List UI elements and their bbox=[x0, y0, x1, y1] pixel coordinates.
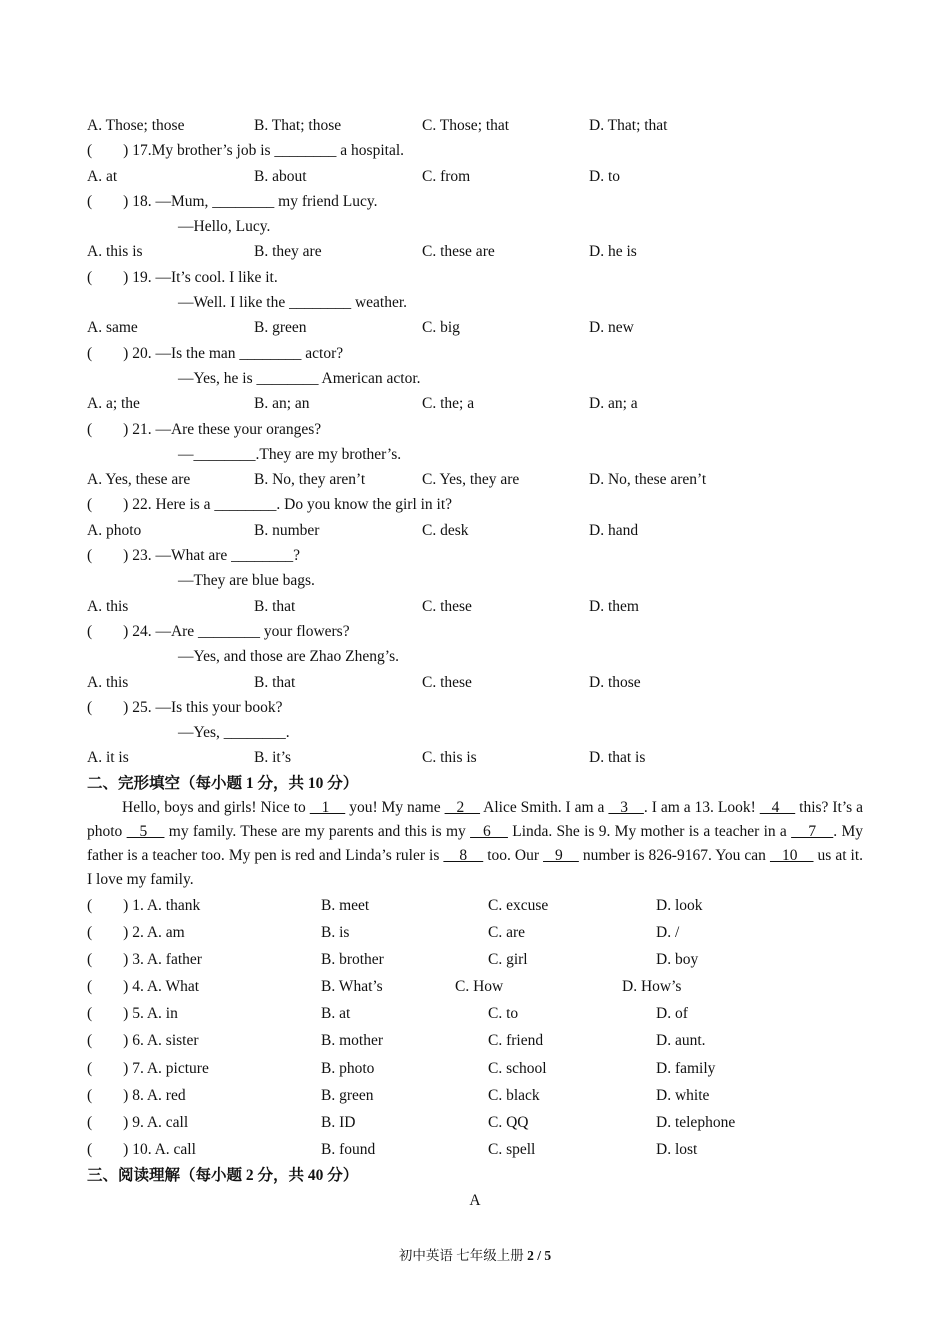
option: C. big bbox=[422, 319, 460, 337]
option: B. they are bbox=[254, 243, 322, 261]
option: C. girl bbox=[488, 951, 528, 969]
cloze-question bbox=[87, 1027, 863, 1054]
option: B. What’s bbox=[321, 978, 383, 996]
question-stem: ( ) 20. —Is the man ________ actor? bbox=[87, 344, 344, 362]
option: A. at bbox=[87, 167, 118, 185]
question-stem: ( ) 19. —It’s cool. I like it. bbox=[87, 268, 278, 286]
option: B. brother bbox=[321, 951, 384, 969]
question-options bbox=[87, 239, 863, 264]
blank: 10 bbox=[769, 847, 814, 865]
option: D. aunt. bbox=[656, 1032, 706, 1050]
cloze-questions bbox=[87, 892, 863, 1163]
option: D. No, these aren’t bbox=[589, 471, 707, 489]
blank: 5 bbox=[126, 823, 165, 841]
question-options bbox=[87, 594, 863, 619]
option: D. That; that bbox=[589, 117, 668, 134]
question-options bbox=[87, 745, 863, 770]
option: C. these bbox=[422, 597, 472, 615]
option: D. How’s bbox=[622, 978, 682, 996]
question-options bbox=[87, 670, 863, 695]
option: D. white bbox=[656, 1086, 710, 1104]
option: A. this bbox=[87, 673, 129, 691]
blank: 4 bbox=[759, 799, 796, 817]
blank: 6 bbox=[470, 823, 508, 841]
option: D. / bbox=[656, 924, 680, 942]
cloze-question bbox=[87, 1000, 863, 1027]
blank: 3 bbox=[608, 799, 644, 817]
option: C. Those; that bbox=[422, 117, 510, 134]
option: B. at bbox=[321, 1005, 351, 1023]
question-stem: ( ) 23. —What are ________? bbox=[87, 547, 301, 565]
option: A. Yes, these are bbox=[87, 471, 191, 489]
blank: 7 bbox=[791, 823, 834, 841]
blank: 2 bbox=[444, 799, 481, 817]
section-title-cloze: 二、完形填空（每小题 1 分，共 10 分） bbox=[87, 774, 359, 792]
question-options bbox=[87, 391, 863, 416]
option: B. photo bbox=[321, 1059, 375, 1077]
question-stem: ( ) 22. Here is a ________. Do you know the girl in it? bbox=[87, 496, 453, 514]
option: A. same bbox=[87, 319, 138, 337]
option: B. number bbox=[254, 521, 320, 539]
cloze-question bbox=[87, 919, 863, 946]
question-number: ( ) 2. A. am bbox=[87, 924, 185, 942]
question-stem: ( ) 17.My brother’s job is ________ a hospital. bbox=[87, 142, 405, 160]
cloze-question bbox=[87, 973, 863, 1000]
option: B. that bbox=[254, 597, 296, 615]
option: A. a; the bbox=[87, 395, 140, 413]
question-number: ( ) 7. A. picture bbox=[87, 1059, 209, 1077]
option: C. QQ bbox=[488, 1113, 529, 1131]
section-title-reading: 三、阅读理解（每小题 2 分，共 40 分） bbox=[87, 1166, 359, 1184]
question-reply: —Well. I like the ________ weather. bbox=[178, 294, 408, 312]
option: C. these are bbox=[422, 243, 495, 261]
option: C. school bbox=[488, 1059, 547, 1077]
question-stem: ( ) 25. —Is this your book? bbox=[87, 698, 283, 716]
question-number: ( ) 10. A. call bbox=[87, 1140, 196, 1158]
question-stem: ( ) 24. —Are ________ your flowers? bbox=[87, 622, 350, 640]
option: A. it is bbox=[87, 749, 129, 767]
option: B. green bbox=[321, 1086, 374, 1104]
passage-text: you! My name bbox=[345, 799, 445, 817]
question-stem: ( ) 21. —Are these your oranges? bbox=[87, 420, 322, 438]
option: B. No, they aren’t bbox=[254, 471, 366, 489]
passage-text: number is 826-9167. You can bbox=[578, 847, 770, 865]
passage-text: my family. These are my parents and this is my bbox=[164, 823, 471, 841]
question-number: ( ) 5. A. in bbox=[87, 1005, 178, 1023]
option: D. hand bbox=[589, 521, 639, 539]
option: C. the; a bbox=[422, 395, 475, 413]
passage-label: A bbox=[469, 1192, 481, 1210]
option: B. green bbox=[254, 319, 307, 337]
option: D. lost bbox=[656, 1140, 698, 1158]
q16-options bbox=[87, 113, 863, 138]
question-reply: —Yes, and those are Zhao Zheng’s. bbox=[178, 648, 399, 666]
passage-text: Hello, boys and girls! Nice to bbox=[122, 799, 310, 817]
question-number: ( ) 4. A. What bbox=[87, 978, 200, 996]
page-number: 2 / 5 bbox=[527, 1248, 552, 1263]
cloze-passage bbox=[87, 796, 863, 892]
passage-text: . My father is a teacher too. My pen is red and Linda’s ruler is bbox=[87, 823, 863, 865]
option: B. ID bbox=[321, 1113, 356, 1131]
option: A. photo bbox=[87, 521, 142, 539]
cloze-question bbox=[87, 892, 863, 919]
option: B. mother bbox=[321, 1032, 383, 1050]
question-options bbox=[87, 164, 863, 189]
question-reply: —________.They are my brother’s. bbox=[178, 445, 402, 463]
question-number: ( ) 3. A. father bbox=[87, 951, 202, 969]
option: B. that bbox=[254, 673, 296, 691]
passage-text: us at it. I love my family. bbox=[87, 847, 863, 889]
option: C. desk bbox=[422, 521, 469, 539]
question-options bbox=[87, 467, 863, 492]
page-footer bbox=[0, 1244, 950, 1264]
question-stem: ( ) 18. —Mum, ________ my friend Lucy. bbox=[87, 192, 378, 210]
question-number: ( ) 6. A. sister bbox=[87, 1032, 199, 1050]
footer-text: 初中英语 七年级上册 bbox=[398, 1248, 528, 1263]
option: D. new bbox=[589, 319, 634, 337]
option: A. Those; those bbox=[87, 117, 185, 134]
cloze-question bbox=[87, 1055, 863, 1082]
question-reply: —They are blue bags. bbox=[178, 572, 315, 590]
option: B. an; an bbox=[254, 395, 310, 413]
passage-text: Linda. She is 9. My mother is a teacher in a bbox=[507, 823, 792, 841]
option: D. that is bbox=[589, 749, 646, 767]
option: C. these bbox=[422, 673, 472, 691]
option: D. look bbox=[656, 897, 703, 915]
option: C. How bbox=[455, 978, 504, 996]
blank: 1 bbox=[309, 799, 346, 817]
option: C. this is bbox=[422, 749, 477, 767]
option: A. this is bbox=[87, 243, 143, 261]
option: C. black bbox=[488, 1086, 540, 1104]
option: D. an; a bbox=[589, 395, 638, 413]
page-content bbox=[87, 113, 863, 1214]
option: B. meet bbox=[321, 897, 370, 915]
blank: 8 bbox=[443, 847, 484, 865]
option: C. Yes, they are bbox=[422, 471, 520, 489]
option: C. spell bbox=[488, 1140, 536, 1158]
option: D. those bbox=[589, 673, 641, 691]
option: C. excuse bbox=[488, 897, 549, 915]
option: C. are bbox=[488, 924, 526, 942]
question-reply: —Yes, ________. bbox=[178, 724, 290, 742]
cloze-question bbox=[87, 1136, 863, 1163]
passage-text: Alice Smith. I am a bbox=[480, 799, 609, 817]
question-number: ( ) 8. A. red bbox=[87, 1086, 186, 1104]
option: D. of bbox=[656, 1005, 688, 1023]
question-options bbox=[87, 315, 863, 340]
question-number: ( ) 9. A. call bbox=[87, 1113, 189, 1131]
question-reply: —Yes, he is ________ American actor. bbox=[178, 369, 421, 387]
passage-text: too. Our bbox=[483, 847, 544, 865]
passage-text: this? It’s a photo bbox=[87, 799, 864, 841]
passage-text: . I am a 13. Look! bbox=[643, 799, 760, 817]
option: D. telephone bbox=[656, 1113, 736, 1131]
blank: 9 bbox=[543, 847, 579, 865]
option: C. friend bbox=[488, 1032, 544, 1050]
question-reply: —Hello, Lucy. bbox=[178, 218, 271, 236]
option: A. this bbox=[87, 597, 129, 615]
cloze-question bbox=[87, 1109, 863, 1136]
option: B. it’s bbox=[254, 749, 292, 767]
option: D. to bbox=[589, 167, 620, 185]
question-number: ( ) 1. A. thank bbox=[87, 897, 201, 915]
option: C. from bbox=[422, 167, 471, 185]
option: B. found bbox=[321, 1140, 376, 1158]
cloze-question bbox=[87, 946, 863, 973]
option: C. to bbox=[488, 1005, 519, 1023]
option: D. family bbox=[656, 1059, 716, 1077]
option: B. about bbox=[254, 167, 307, 185]
option: D. them bbox=[589, 597, 639, 615]
option: D. he is bbox=[589, 243, 637, 261]
option: D. boy bbox=[656, 951, 699, 969]
option: B. That; those bbox=[254, 117, 342, 134]
question-options bbox=[87, 518, 863, 543]
option: B. is bbox=[321, 924, 350, 942]
cloze-question bbox=[87, 1082, 863, 1109]
